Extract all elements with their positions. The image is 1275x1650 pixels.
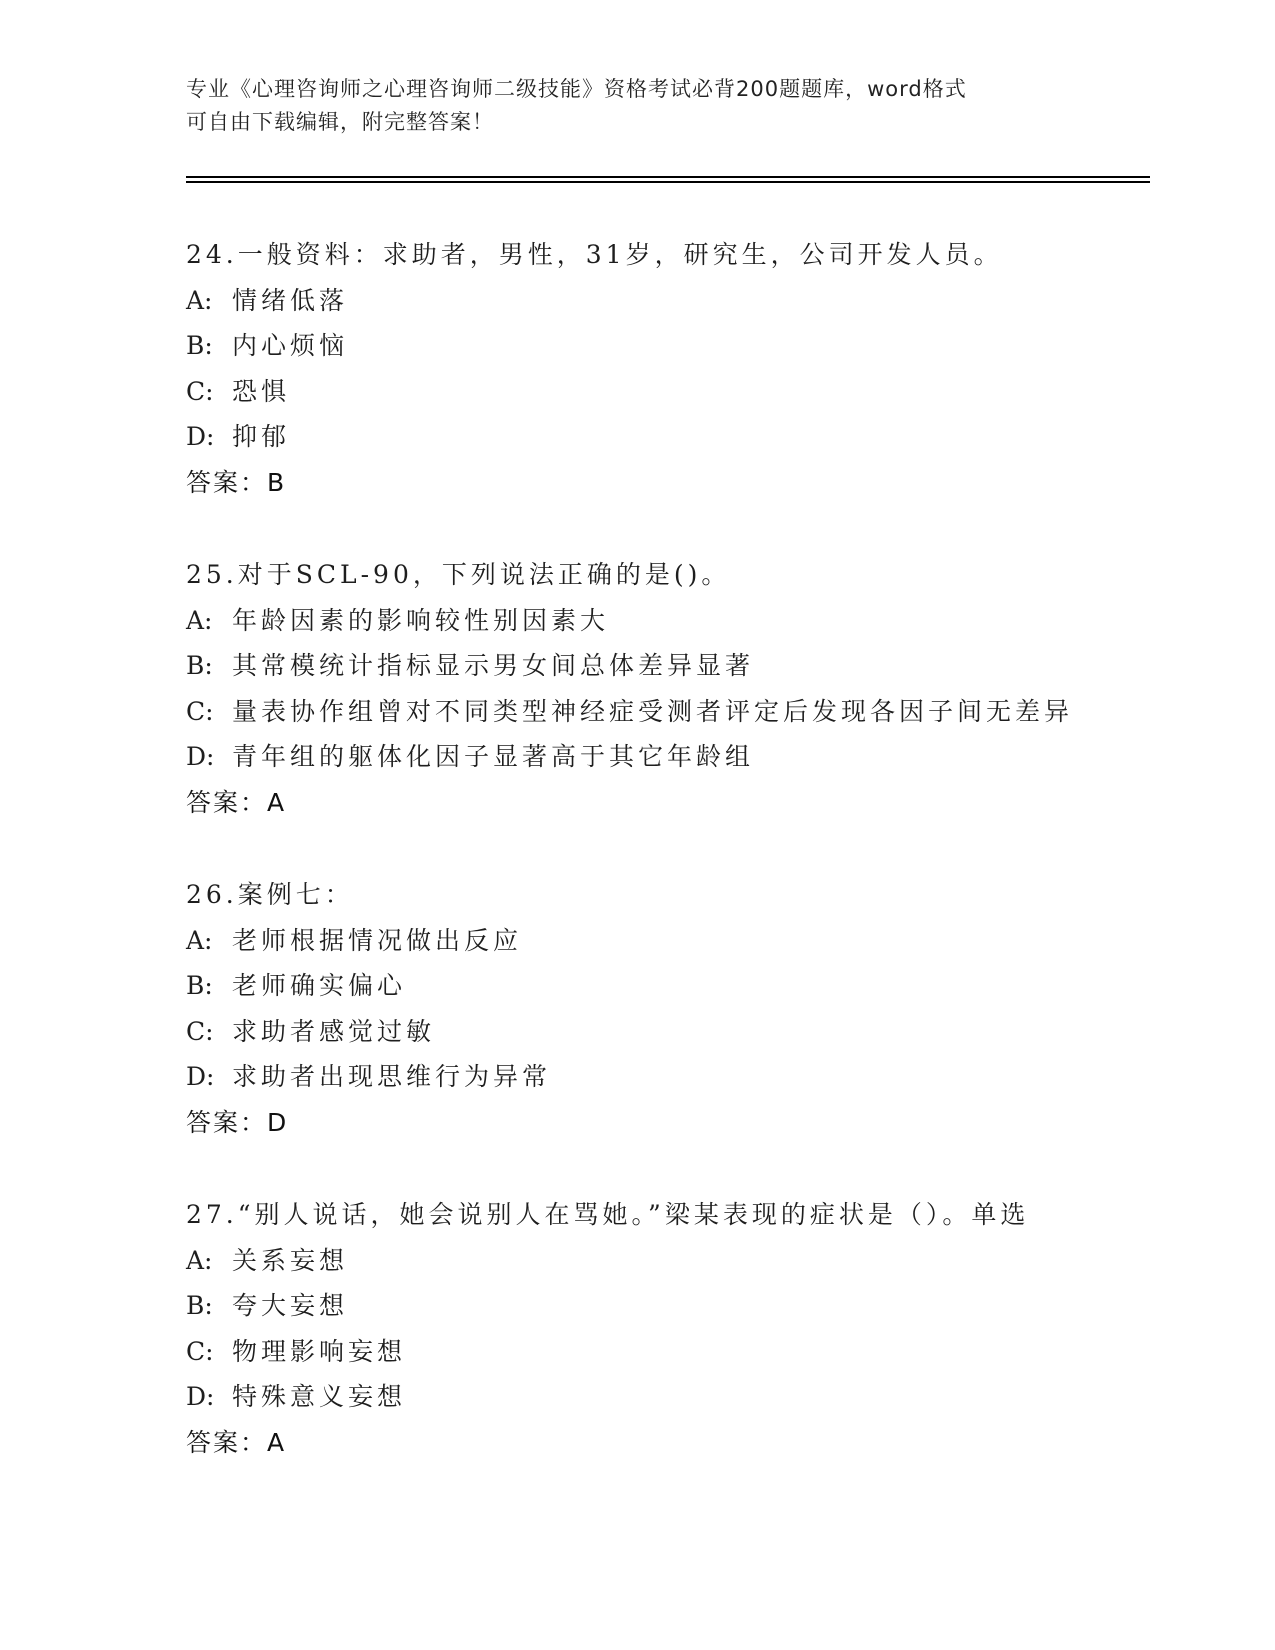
option-b bbox=[186, 963, 1186, 1009]
header-line-2: 可自由下载编辑，附完整答案！ bbox=[186, 110, 494, 134]
option-letter: D: bbox=[186, 1062, 215, 1091]
option-text: 老师根据情况做出反应 bbox=[232, 925, 523, 955]
option-letter: C: bbox=[186, 376, 214, 406]
option-a bbox=[186, 918, 1186, 964]
option-text: 内心烦恼 bbox=[232, 331, 349, 360]
option-text: 抑郁 bbox=[232, 422, 291, 451]
option-text: 青年组的躯体化因子显著高于其它年龄组 bbox=[232, 742, 755, 771]
option-c bbox=[186, 369, 1186, 415]
option-letter: A: bbox=[186, 605, 213, 635]
option-letter: D: bbox=[186, 422, 215, 451]
option-d bbox=[186, 1054, 1186, 1100]
option-text: 年龄因素的影响较性别因素大 bbox=[232, 605, 610, 635]
option-a bbox=[186, 278, 1186, 324]
answer: 答案：B bbox=[186, 467, 287, 497]
header-divider-top bbox=[186, 176, 1150, 178]
option-text: 物理影响妄想 bbox=[232, 1336, 407, 1366]
option-letter: B: bbox=[186, 651, 213, 680]
option-text: 求助者出现思维行为异常 bbox=[232, 1062, 552, 1091]
option-text: 恐惧 bbox=[232, 376, 291, 406]
header-line-1: 专业《心理咨询师之心理咨询师二级技能》资格考试必背200题题库，word格式 bbox=[186, 77, 967, 101]
option-text: 其常模统计指标显示男女间总体差异显著 bbox=[232, 651, 755, 680]
option-letter: C: bbox=[186, 1336, 214, 1366]
answer: 答案：A bbox=[186, 787, 287, 817]
option-c bbox=[186, 689, 1186, 735]
option-text: 量表协作组曾对不同类型神经症受测者评定后发现各因子间无差异 bbox=[232, 696, 1074, 726]
option-text: 老师确实偏心 bbox=[232, 971, 407, 1000]
option-text: 特殊意义妄想 bbox=[232, 1382, 407, 1411]
option-a bbox=[186, 598, 1186, 644]
answer: 答案：A bbox=[186, 1427, 287, 1457]
option-b bbox=[186, 323, 1186, 369]
option-letter: B: bbox=[186, 971, 213, 1000]
option-d bbox=[186, 414, 1186, 460]
option-letter: A: bbox=[186, 285, 213, 315]
question-stem: 25.对于SCL-90，下列说法正确的是()。 bbox=[186, 560, 731, 589]
option-c bbox=[186, 1329, 1186, 1375]
option-d bbox=[186, 1374, 1186, 1420]
option-a bbox=[186, 1238, 1186, 1284]
document-header bbox=[186, 73, 1086, 139]
question-stem: 27.“别人说话，她会说别人在骂她。”梁某表现的症状是（）。单选 bbox=[186, 1200, 1030, 1229]
question-24 bbox=[186, 232, 1186, 505]
option-letter: D: bbox=[186, 1382, 215, 1411]
option-text: 夸大妄想 bbox=[232, 1291, 349, 1320]
option-text: 求助者感觉过敏 bbox=[232, 1016, 436, 1046]
option-letter: B: bbox=[186, 1291, 213, 1320]
option-d bbox=[186, 734, 1186, 780]
question-25 bbox=[186, 552, 1186, 825]
question-27 bbox=[186, 1192, 1186, 1465]
option-letter: B: bbox=[186, 331, 213, 360]
option-b bbox=[186, 1283, 1186, 1329]
option-text: 情绪低落 bbox=[232, 285, 349, 315]
question-stem: 24.一般资料：求助者，男性，31岁，研究生，公司开发人员。 bbox=[186, 240, 1003, 269]
question-26 bbox=[186, 872, 1186, 1145]
option-c bbox=[186, 1009, 1186, 1055]
question-stem: 26.案例七： bbox=[186, 880, 354, 909]
option-letter: C: bbox=[186, 1016, 214, 1046]
option-letter: A: bbox=[186, 925, 213, 955]
option-letter: C: bbox=[186, 696, 214, 726]
option-letter: D: bbox=[186, 742, 215, 771]
option-b bbox=[186, 643, 1186, 689]
option-letter: A: bbox=[186, 1245, 213, 1275]
answer: 答案：D bbox=[186, 1107, 289, 1137]
option-text: 关系妄想 bbox=[232, 1245, 349, 1275]
header-divider-bottom bbox=[186, 181, 1150, 183]
